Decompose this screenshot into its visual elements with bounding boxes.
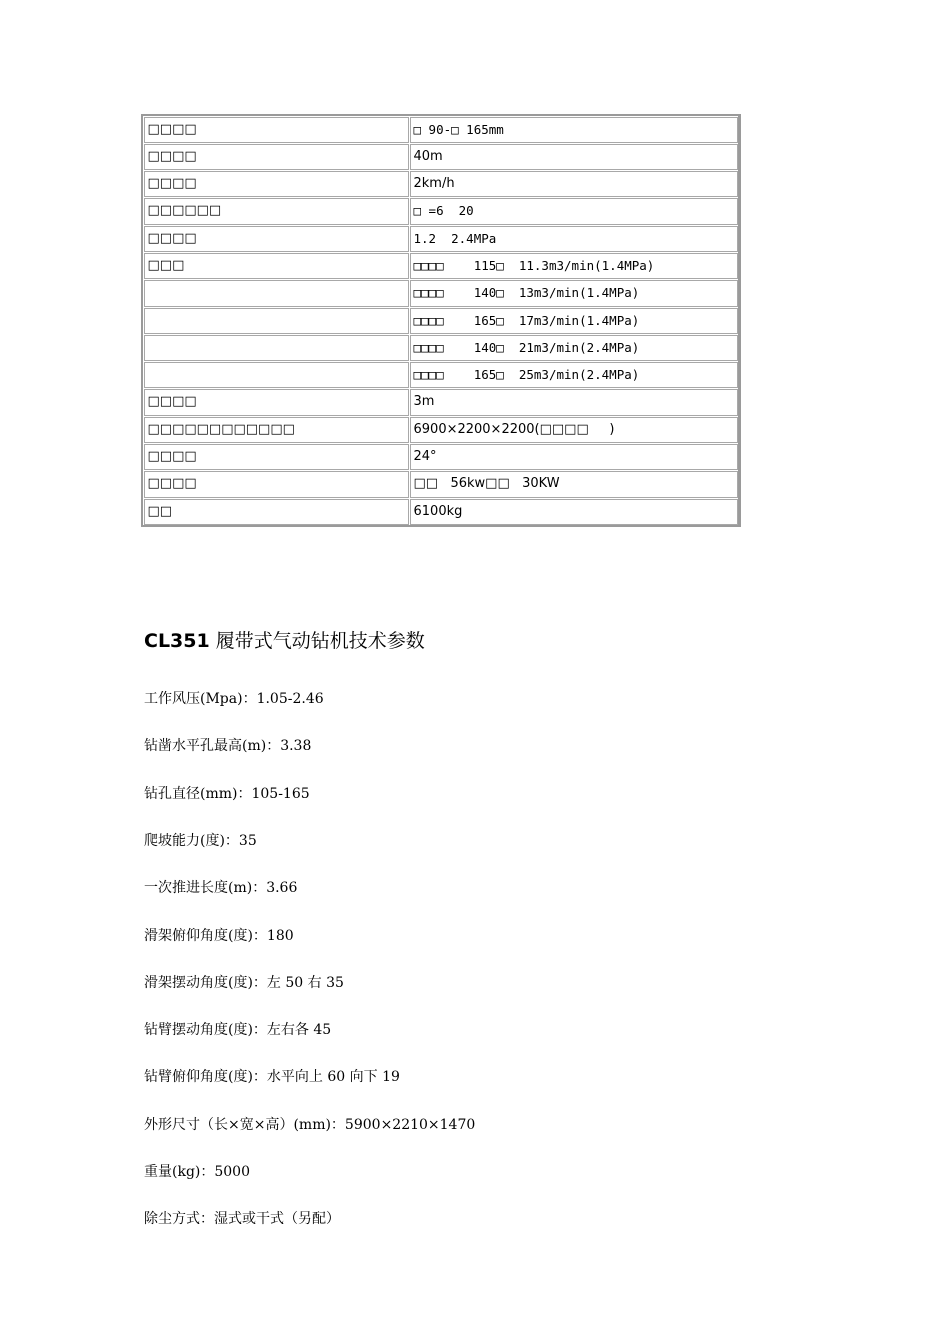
table-row (143, 307, 738, 334)
table-row (143, 362, 738, 389)
table-cell-value: 6100kg (410, 499, 738, 525)
param-line: 钻臂俯仰角度(度)：水平向上 60 向下 19 (144, 1069, 400, 1086)
table-cell-value: □□□□ 140□ 21m3/min(2.4MPa) (410, 335, 738, 361)
table-cell-value: □ 90-□ 165mm (410, 117, 738, 143)
table-cell-value: 3m (410, 389, 738, 415)
table-cell-value: 6900×2200×2200(□□□□ ) (410, 417, 738, 443)
table-row (143, 171, 738, 198)
table-cell-value: □□ 56kw□□ 30KW (410, 471, 738, 497)
table-cell-value: □ =6 20 (410, 198, 738, 224)
param-line: 爬坡能力(度)：35 (144, 832, 257, 849)
table-cell-value: 1.2 2.4MPa (410, 226, 738, 252)
table-cell-label (144, 362, 409, 388)
section-title (144, 626, 425, 653)
table-row (143, 498, 738, 525)
table-row (143, 444, 738, 471)
param-line: 重量(kg)：5000 (144, 1164, 250, 1180)
table-cell-label: □□□□ (144, 226, 409, 252)
table-cell-value: □□□□ 115□ 11.3m3/min(1.4MPa) (410, 253, 738, 279)
table-cell-value: □□□□ 140□ 13m3/min(1.4MPa) (410, 280, 738, 306)
param-line: 滑架摆动角度(度)：左 50 右 35 (144, 974, 344, 991)
table-cell-value: 40m (410, 144, 738, 170)
model-name: CL351 (144, 630, 210, 652)
table-row (143, 280, 738, 307)
param-line: 钻凿水平孔最高(m)：3.38 (144, 738, 312, 755)
table-cell-value: □□□□ 165□ 25m3/min(2.4MPa) (410, 362, 738, 388)
table-cell-label: □□□□ (144, 117, 409, 143)
table-row (143, 116, 738, 143)
param-line: 钻臂摆动角度(度)：左右各 45 (144, 1022, 332, 1039)
table-row (143, 143, 738, 170)
table-row (143, 471, 738, 498)
table-cell-label: □□ (144, 499, 409, 525)
param-line: 除尘方式：湿式或干式（另配） (144, 1211, 340, 1228)
table-row (143, 225, 738, 252)
table-row (143, 198, 738, 225)
table-row (143, 252, 738, 279)
table-cell-label: □□□ (144, 253, 409, 279)
param-line: 一次推进长度(m)：3.66 (144, 880, 298, 897)
table-cell-label: □□□□ (144, 389, 409, 415)
table-cell-label: □□□□□□ (144, 198, 409, 224)
table-cell-label: □□□□ (144, 144, 409, 170)
table-cell-label: □□□□ (144, 444, 409, 470)
table-cell-label: □□□□□□□□□□□□ (144, 417, 409, 443)
title-text: 履带式气动钻机技术参数 (209, 630, 425, 652)
param-line: 钻孔直径(mm)：105-165 (144, 785, 310, 802)
table-cell-value: 24° (410, 444, 738, 470)
table-cell-label: □□□□ (144, 171, 409, 197)
table-cell-value: 2km/h (410, 171, 738, 197)
table-cell-label (144, 280, 409, 306)
table-cell-label (144, 308, 409, 334)
table-cell-label (144, 335, 409, 361)
table-row (143, 334, 738, 361)
spec-table (141, 114, 741, 527)
param-line: 滑架俯仰角度(度)：180 (144, 927, 294, 944)
table-row (143, 389, 738, 416)
param-line: 工作风压(Mpa)：1.05-2.46 (144, 691, 324, 707)
table-cell-label: □□□□ (144, 471, 409, 497)
param-line: 外形尺寸（长×宽×高）(mm)：5900×2210×1470 (144, 1116, 476, 1133)
table-row (143, 416, 738, 443)
table-cell-value: □□□□ 165□ 17m3/min(1.4MPa) (410, 308, 738, 334)
